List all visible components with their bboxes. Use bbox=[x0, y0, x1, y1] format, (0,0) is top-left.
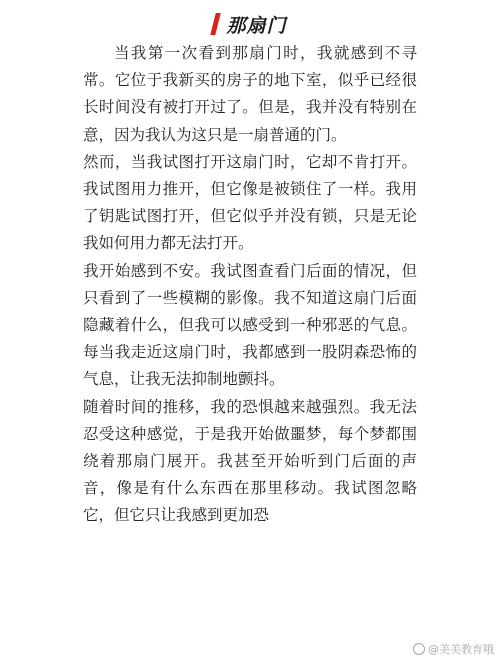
article-body bbox=[83, 40, 417, 530]
title-group bbox=[213, 11, 286, 38]
article-header bbox=[0, 8, 500, 40]
paragraph-2: 然而，当我试图打开这扇门时，它却不肯打开。我试图用力推开，但它像是被锁住了一样。我用了钥匙试图打开，但它似乎并没有锁，只是无论我如何用力都无法打开。 bbox=[83, 152, 417, 253]
watermark bbox=[413, 641, 494, 657]
article-title: 那扇门 bbox=[226, 14, 287, 37]
circle-logo-icon bbox=[413, 643, 425, 655]
title-accent-bar bbox=[211, 13, 221, 35]
paragraph-1: 当我第一次看到那扇门时，我就感到不寻常。它位于我新买的房子的地下室，似乎已经很长时间没有被打开过了。但是，我并没有特别在意，因为我认为这只是一扇普通的门。 bbox=[83, 44, 417, 144]
watermark-text: @美美教育哦 bbox=[428, 643, 494, 656]
paragraph-4: 随着时间的推移，我的恐惧越来越强烈。我无法忍受这种感觉，于是我开始做噩梦，每个梦都围绕着那扇门展开。我甚至开始听到门后面的声音，像是有什么东西在那里移动。我试图忽略它，但它只让我感到更加恐 bbox=[83, 397, 417, 525]
paragraph-3: 我开始感到不安。我试图查看门后面的情况，但只看到了一些模糊的影像。我不知道这扇门后面隐藏着什么，但我可以感受到一种邪恶的气息。每当我走近这扇门时，我都感到一股阴森恐怖的气息，让我无法抑制地颤抖。 bbox=[83, 261, 417, 389]
